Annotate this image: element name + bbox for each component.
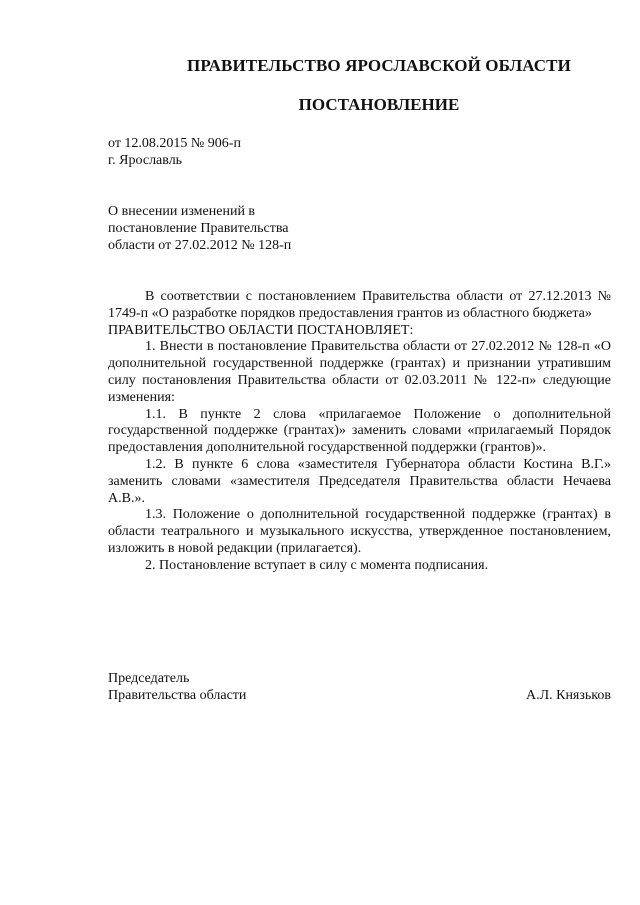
signature-row xyxy=(108,687,611,704)
resolves-heading: ПРАВИТЕЛЬСТВО ОБЛАСТИ ПОСТАНОВЛЯЕТ: xyxy=(108,322,414,338)
item-2-paragraph: 2. Постановление вступает в силу с момента подписания. xyxy=(145,557,489,573)
item-1-2-paragraph: 1.2. В пункте 6 слова «заместителя Губернатора области Костина В.Г.» заменить словами «заместителя Председателя Правительства области Нечаева А.В.». xyxy=(108,456,611,506)
date-number: от 12.08.2015 № 906-п xyxy=(108,136,241,151)
document-meta xyxy=(108,135,241,169)
signatory-position-line-1: Председатель xyxy=(108,671,190,686)
document-type-title: ПОСТАНОВЛЕНИЕ xyxy=(298,95,460,114)
signature-block xyxy=(108,670,611,704)
document-subject xyxy=(108,203,291,254)
signatory-position-line-2: Правительства области xyxy=(108,688,247,703)
subject-line-2: постановление Правительства xyxy=(108,221,289,236)
subject-line-3: области от 27.02.2012 № 128-п xyxy=(108,238,292,253)
item-1-3-paragraph: 1.3. Положение о дополнительной государственной поддержке (грантах) в области театрального и музыкального искусства, утвержденное постановлением, изложить в новой редакции (прилагается). xyxy=(108,507,611,556)
preamble-paragraph: В соответствии с постановлением Правительства области от 27.12.2013 № 1749-п «О разработке порядков предоставления грантов из областного бюджета» xyxy=(108,289,611,321)
document-body xyxy=(108,289,611,575)
government-title: ПРАВИТЕЛЬСТВО ЯРОСЛАВСКОЙ ОБЛАСТИ xyxy=(187,56,571,75)
subject-line-1: О внесении изменений в xyxy=(108,204,256,219)
item-1-1-paragraph: 1.1. В пункте 2 слова «прилагаемое Положение о дополнительной государственной поддержке (грантах)» заменить словами «прилагаемый Порядок предоставления дополнительной государственной поддержки (грантов)». xyxy=(108,406,611,456)
signatory-name: А.Л. Князьков xyxy=(526,688,611,703)
item-1-paragraph: 1. Внести в постановление Правительства области от 27.02.2012 № 128-п «О дополнительной государственной поддержке (грантах) и признании утратившим силу постановления Правительства области от 02.03.2011 № 122-п» следующие изменения: xyxy=(108,339,611,405)
city: г. Ярославль xyxy=(108,153,183,168)
